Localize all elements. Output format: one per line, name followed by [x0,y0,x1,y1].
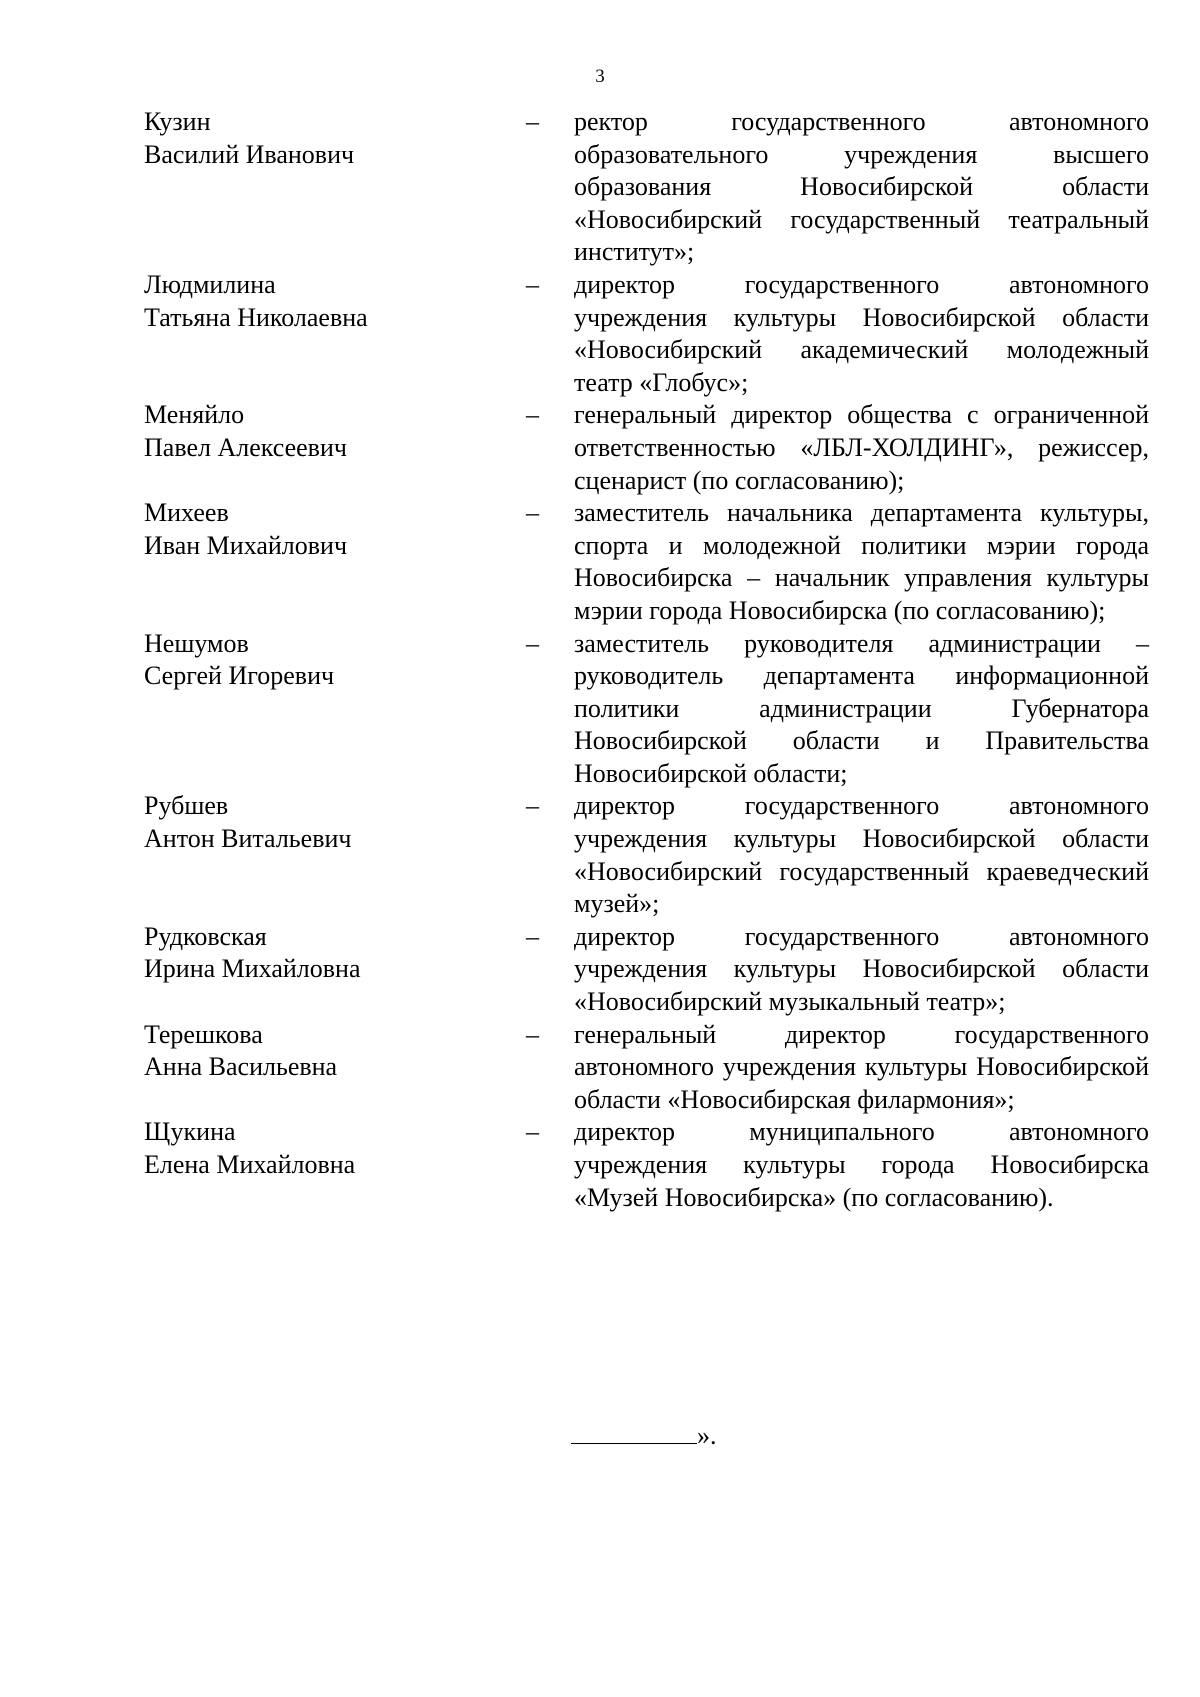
member-entry [0,399,1200,497]
member-name [144,269,504,334]
member-surname: Меняйло [144,400,245,430]
member-given-names: Анна Васильевна [144,1052,338,1082]
member-entry [0,1116,1200,1214]
member-role: директор государственного автономного учреждения культуры Новосибирской области «Новосибирский государственный краеведческий музей»; [574,791,1149,919]
member-surname: Людмилина [144,269,276,299]
closing-mark: ». [697,1421,717,1450]
member-surname: Терешкова [144,1019,263,1049]
member-role: заместитель руководителя администрации – руководитель департамента информационной политики администрации Губернатора Новосибирской области и Правительства Новосибирской области; [574,628,1149,788]
member-entry [0,106,1200,269]
member-name [144,628,504,693]
member-entry [0,628,1200,791]
member-entry [0,1019,1200,1117]
member-name [144,1116,504,1181]
member-dash: – [526,107,539,136]
member-surname: Рубшев [144,791,229,821]
member-entry [0,497,1200,627]
member-name [144,1019,504,1084]
member-role: генеральный директор государственного автономного учреждения культуры Новосибирской области «Новосибирская филармония»; [574,1019,1149,1114]
member-given-names: Павел Алексеевич [144,432,347,462]
member-given-names: Сергей Игоревич [144,661,335,691]
member-list [0,106,1200,1214]
member-role: ректор государственного автономного образовательного учреждения высшего образования Новосибирской области «Новосибирский государственный театральный институт»; [574,107,1149,267]
page-number: 3 [595,66,605,87]
member-dash: – [526,791,539,821]
member-entry [0,921,1200,1019]
member-role: директор государственного автономного учреждения культуры Новосибирской области «Новосибирский академический молодежный театр «Глобус»; [574,269,1149,397]
member-given-names: Иван Михайлович [144,530,348,560]
closing-rule [571,1419,697,1444]
member-dash: – [526,1019,539,1049]
member-name [144,790,504,855]
member-surname: Щукина [144,1117,236,1147]
member-entry [0,269,1200,399]
member-role: директор государственного автономного учреждения культуры Новосибирской области «Новосибирский музыкальный театр»; [574,921,1149,1017]
member-role: заместитель начальника департамента культуры, спорта и молодежной политики мэрии города Новосибирска – начальник управления культуры мэрии города Новосибирска (по согласованию); [574,498,1149,625]
member-name [144,399,504,464]
member-entry [0,790,1200,920]
member-dash: – [526,1117,539,1147]
member-role: директор муниципального автономного учреждения культуры города Новосибирска «Музей Новосибирска» (по согласованию). [574,1117,1149,1212]
member-surname: Михеев [144,498,229,528]
member-dash: – [526,921,539,951]
member-given-names: Антон Витальевич [144,824,352,854]
member-surname: Рудковская [144,921,267,951]
member-name [144,106,504,171]
member-role: генеральный директор общества с ограниченной ответственностью «ЛБЛ-ХОЛДИНГ», режиссер, сценарист (по согласованию); [574,400,1149,495]
member-given-names: Ирина Михайловна [144,954,361,984]
member-given-names: Елена Михайловна [144,1150,356,1179]
member-dash: – [526,498,539,528]
member-dash: – [526,269,539,299]
member-given-names: Татьяна Николаевна [144,302,368,332]
member-dash: – [526,628,539,658]
closing-line [571,1419,717,1452]
member-surname: Нешумов [144,628,249,658]
member-given-names: Василий Иванович [144,139,355,169]
member-dash: – [526,400,539,430]
member-name [144,497,504,562]
member-surname: Кузин [144,107,211,136]
member-name [144,921,504,986]
